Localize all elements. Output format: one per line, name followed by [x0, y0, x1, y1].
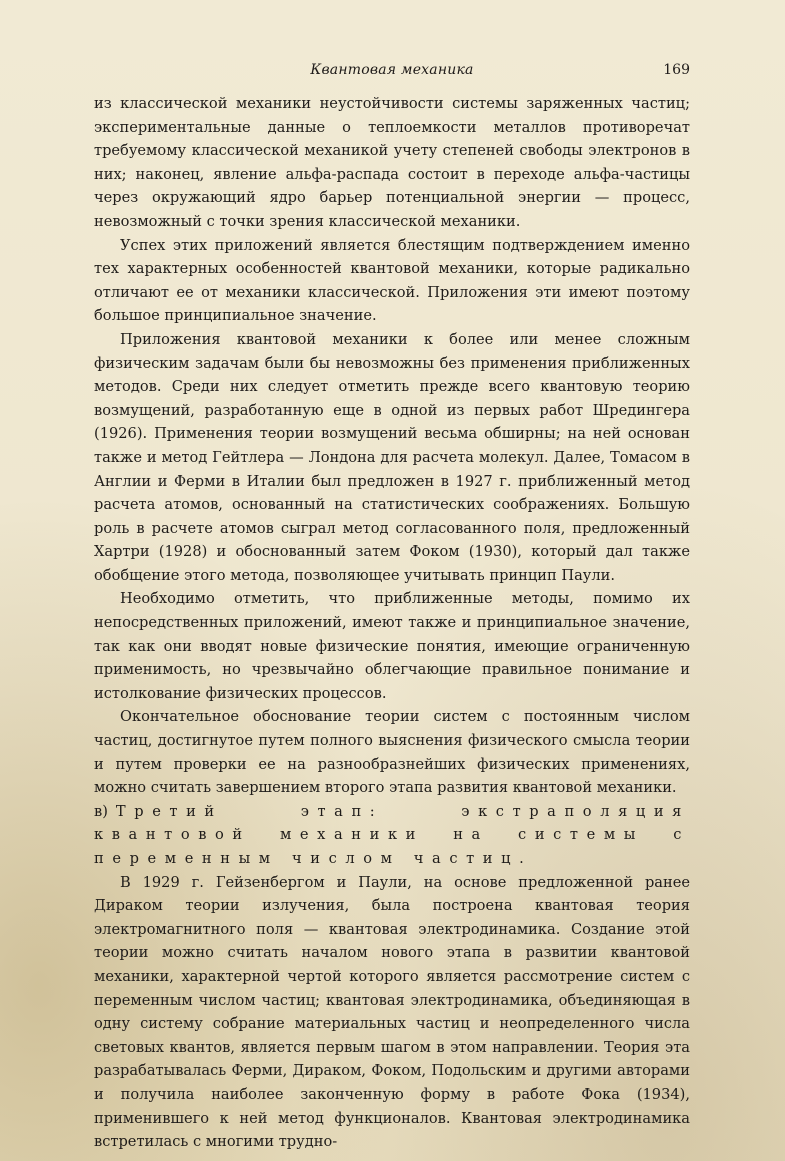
- page-body: [94, 92, 690, 1154]
- page-number: 169: [663, 62, 690, 78]
- section-label: в): [94, 802, 108, 820]
- paragraph: Приложения квантовой механики к более или менее сложным физическим задачам были бы невозможны без применения приближенных методов. Среди них следует отметить прежде всего квантовую теорию возмущений, разработанную еще в одной из первых работ Шредингера (1926). Применения теории возмущений весьма обширны; на ней основан также и метод Гейтлера — Лондона для расчета молекул. Далее, Томасом в Англии и Ферми в Италии был предложен в 1927 г. приближенный метод расчета атомов, основанный на статистических соображениях. Большую роль в расчете атомов сыграл метод согласованного поля, предложенный Хартри (1928) и обоснованный затем Фоком (1930), который дал также обобщение этого метода, позволяющее учитывать принцип Паули.: [94, 330, 690, 584]
- page-header: [94, 62, 690, 84]
- section-title-text: Третий этап: экстраполяция квантовой механики на системы с переменным числом частиц.: [94, 802, 690, 867]
- paragraph: Необходимо отметить, что приближенные методы, помимо их непосредственных приложений, имеют также и принципиальное значение, так как они вводят новые физические понятия, имеющие ограниченную применимость, но чрезвычайно облегчающие правильное понимание и истолкование физических процессов.: [94, 590, 690, 702]
- section-heading: [94, 800, 690, 871]
- paragraph: Окончательное обоснование теории систем с постоянным числом частиц, достигнутое путем полного выяснения физического смысла теории и путем проверки ее на разнообразнейших физических применениях, можно считать завершением второго этапа развития квантовой механики.: [94, 708, 690, 797]
- paragraph: В 1929 г. Гейзенбергом и Паули, на основе предложенной ранее Дираком теории излучения, была построена квантовая теория электромагнитного поля — квантовая электродинамика. Создание этой теории можно считать началом нового этапа в развитии квантовой механики, характерной чертой которого является рассмотрение систем с переменным числом частиц; квантовая электродинамика, объединяющая в одну систему собрание материальных частиц и неопределенного числа световых квантов, является первым шагом в этом направлении. Теория эта разрабатывалась Ферми, Дираком, Фоком, Подольским и другими авторами и получила наиболее законченную форму в работе Фока (1934), применившего к ней метод функционалов. Квантовая электродинамика встретилась с многими трудно-: [94, 873, 690, 1151]
- running-title: Квантовая механика: [310, 62, 474, 78]
- paragraph: Успех этих приложений является блестящим подтверждением именно тех характерных особенностей квантовой механики, которые радикально отличают ее от механики классической. Приложения эти имеют поэтому большое принципиальное значение.: [94, 236, 690, 325]
- paragraph-continued: из классической механики неустойчивости системы заряженных частиц; экспериментальные данные о теплоемкости металлов противоречат требуемому классической механикой учету степеней свободы электронов в них; наконец, явление альфа-распада состоит в переходе альфа-частицы через окружающий ядро барьер потенциальной энергии — процесс, невозможный с точки зрения классической механики.: [94, 95, 690, 230]
